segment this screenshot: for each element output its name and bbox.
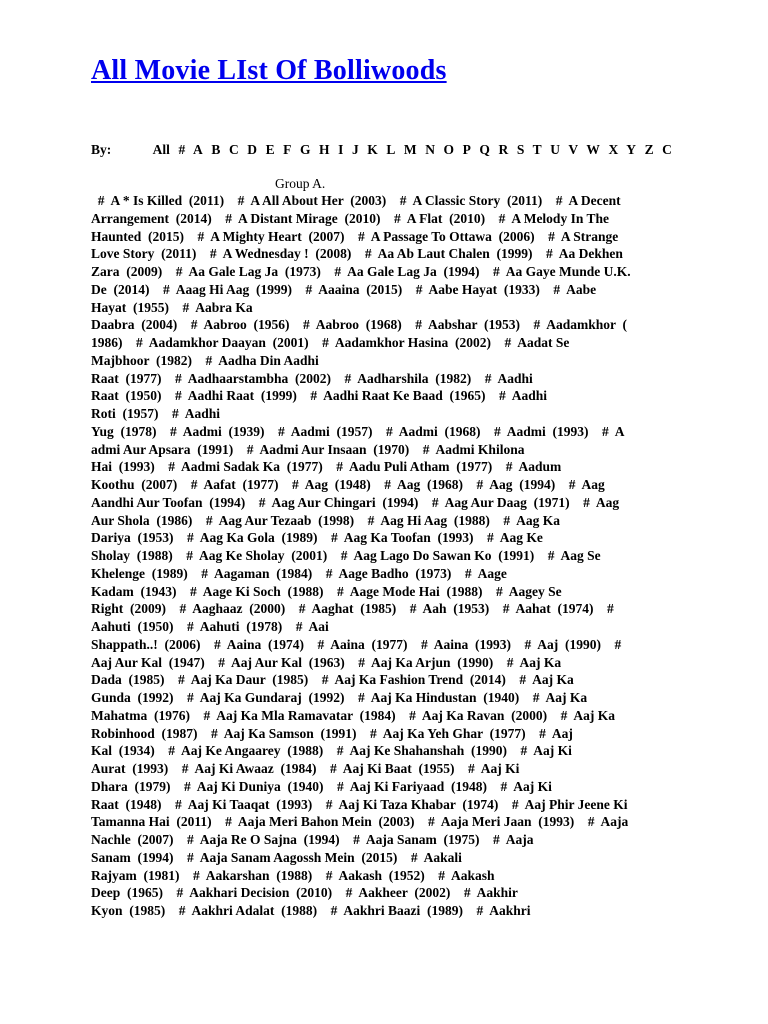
movie-list-line: Aandhi Aur Toofan (1994) # Aag Aur Chingari (1994) # Aag Aur Daag (1971) # Aag [91, 494, 620, 510]
movie-list-line: Roti (1957) # Aadhi [91, 406, 221, 421]
movie-list-line: Sholay (1988) # Aag Ke Sholay (2001) # Aag Lago Do Sawan Ko (1991) # Aag Se [91, 548, 601, 563]
movie-list-line: Gunda (1992) # Aaj Ka Gundaraj (1992) # Aaj Ka Hindustan (1940) # Aaj Ka [91, 690, 588, 705]
letter-link: C [228, 142, 239, 157]
letter-link: Y [626, 142, 637, 157]
letter-link: Z [644, 142, 654, 157]
letter-link: E [265, 142, 275, 157]
letter-link: N [425, 142, 435, 157]
movie-list-line: Nachle (2007) # Aaja Re O Sajna (1994) # Aaja Sanam (1975) # Aaja [91, 832, 534, 847]
letter-link: D [247, 142, 257, 157]
movie-list-line: Majbhoor (1982) # Aadha Din Aadhi [91, 352, 319, 368]
letter-link: R [498, 142, 509, 157]
movie-list-line: Sanam (1994) # Aaja Sanam Aagossh Mein (2015) # Aakali [91, 849, 462, 865]
alphabet-index [91, 141, 711, 159]
movie-list-line: Kal (1934) # Aaj Ke Angaarey (1988) # Aaj Ke Shahanshah (1990) # Aaj Ki [91, 743, 572, 759]
letter-link: J [351, 142, 359, 157]
letter-link: K [367, 142, 378, 157]
movie-list-line: Daabra (2004) # Aabroo (1956) # Aabroo (1968) # Aabshar (1953) # Aadamkhor ( [91, 317, 628, 333]
movie-list-line: Khelenge (1989) # Aagaman (1984) # Aage Badho (1973) # Aage [91, 565, 507, 581]
letter-list [153, 142, 677, 157]
letter-link: All [152, 142, 170, 157]
letter-link: B [211, 142, 221, 157]
movie-list-line: Deep (1965) # Aakhari Decision (2010) # Aakheer (2002) # Aakhir [91, 885, 518, 901]
letter-link: T [532, 142, 542, 157]
letter-link: H [319, 142, 330, 157]
letter-link: Q [479, 142, 490, 157]
document-page [91, 54, 711, 920]
movie-list-line: Right (2009) # Aaghaaz (2000) # Aaghat (1985) # Aah (1953) # Aahat (1974) # [91, 601, 614, 617]
movie-list-line: Mahatma (1976) # Aaj Ka Mla Ramavatar (1984) # Aaj Ka Ravan (2000) # Aaj Ka [91, 707, 615, 723]
movie-list-line: admi Aur Apsara (1991) # Aadmi Aur Insaan (1970) # Aadmi Khilona [91, 441, 525, 457]
letter-link: C [662, 142, 672, 157]
movie-list-line: Haunted (2015) # A Mighty Heart (2007) # A Passage To Ottawa (2006) # A Strange [91, 228, 619, 244]
movie-list-line: Dariya (1953) # Aag Ka Gola (1989) # Aag Ka Toofan (1993) # Aag Ke [91, 530, 543, 546]
movie-list-line: # A * Is Killed (2011) # A All About Her (2003) # A Classic Story (2011) # A Decent [91, 193, 621, 208]
movie-list-line: De (2014) # Aaag Hi Aag (1999) # Aaaina (2015) # Aabe Hayat (1933) # Aabe [91, 281, 597, 297]
group-heading: Group A. [275, 176, 326, 191]
movie-list-line: Tamanna Hai (2011) # Aaja Meri Bahon Mein (2003) # Aaja Meri Jaan (1993) # Aaja [91, 814, 629, 830]
movie-list-line: Aahuti (1950) # Aahuti (1978) # Aai [91, 619, 329, 634]
movie-list-line: Raat (1948) # Aaj Ki Taaqat (1993) # Aaj Ki Taza Khabar (1974) # Aaj Phir Jeene Ki [91, 796, 628, 812]
movie-list-line: 1986) # Aadamkhor Daayan (2001) # Aadamkhor Hasina (2002) # Aadat Se [91, 335, 570, 350]
movie-list-line: Kadam (1943) # Aage Ki Soch (1988) # Aage Mode Hai (1988) # Aagey Se [91, 583, 562, 599]
movie-list [91, 192, 711, 920]
movie-list-line: Yug (1978) # Aadmi (1939) # Aadmi (1957) # Aadmi (1968) # Aadmi (1993) # A [91, 423, 625, 439]
letter-link: S [516, 142, 525, 157]
letter-link: L [386, 142, 396, 157]
letter-link: A [193, 142, 203, 157]
letter-link: V [568, 142, 579, 157]
movie-list-line: Hai (1993) # Aadmi Sadak Ka (1977) # Aadu Puli Atham (1977) # Aadum [91, 459, 562, 475]
letter-link: F [283, 142, 292, 157]
movie-list-line: Zara (2009) # Aa Gale Lag Ja (1973) # Aa Gale Lag Ja (1994) # Aa Gaye Munde U.K. [91, 264, 631, 279]
movie-list-line: Aurat (1993) # Aaj Ki Awaaz (1984) # Aaj Ki Baat (1955) # Aaj Ki [91, 761, 520, 776]
movie-list-line: Raat (1950) # Aadhi Raat (1999) # Aadhi Raat Ke Baad (1965) # Aadhi [91, 388, 548, 404]
movie-list-line: Kyon (1985) # Aakhri Adalat (1988) # Aakhri Baazi (1989) # Aakhri [91, 903, 531, 918]
letter-link: U [550, 142, 560, 157]
by-label: By: [91, 142, 112, 157]
movie-list-line: Aaj Aur Kal (1947) # Aaj Aur Kal (1963) # Aaj Ka Arjun (1990) # Aaj Ka [91, 654, 562, 670]
movie-list-line: Rajyam (1981) # Aakarshan (1988) # Aakash (1952) # Aakash [91, 867, 495, 883]
movie-list-line: Robinhood (1987) # Aaj Ka Samson (1991) # Aaj Ka Yeh Ghar (1977) # Aaj [91, 725, 573, 741]
movie-list-line: Arrangement (2014) # A Distant Mirage (2010) # A Flat (2010) # A Melody In The [91, 210, 609, 226]
letter-link: I [338, 142, 344, 157]
letter-link: W [586, 142, 600, 157]
letter-link: M [403, 142, 417, 157]
movie-list-line: Dada (1985) # Aaj Ka Daur (1985) # Aaj Ka Fashion Trend (2014) # Aaj Ka [91, 672, 574, 688]
letter-link: X [608, 142, 619, 157]
page-title-link[interactable]: All Movie LIst Of Bolliwoods [91, 55, 447, 86]
movie-list-line: Love Story (2011) # A Wednesday ! (2008) # Aa Ab Laut Chalen (1999) # Aa Dekhen [91, 246, 623, 262]
movie-list-line: Hayat (1955) # Aabra Ka [91, 299, 253, 315]
letter-link: O [443, 142, 455, 157]
letter-link: # [178, 142, 186, 157]
movie-list-line: Koothu (2007) # Aafat (1977) # Aag (1948) # Aag (1968) # Aag (1994) # Aag [91, 477, 605, 492]
movie-list-line: Aur Shola (1986) # Aag Aur Tezaab (1998) # Aag Hi Aag (1988) # Aag Ka [91, 512, 561, 528]
letter-link: P [462, 142, 471, 157]
movie-list-line: Shappath..! (2006) # Aaina (1974) # Aaina (1977) # Aaina (1993) # Aaj (1990) # [91, 636, 622, 652]
movie-list-line: Raat (1977) # Aadhaarstambha (2002) # Aadharshila (1982) # Aadhi [91, 370, 533, 386]
movie-list-line: Dhara (1979) # Aaj Ki Duniya (1940) # Aaj Ki Fariyaad (1948) # Aaj Ki [91, 778, 552, 794]
letter-link: G [299, 142, 311, 157]
